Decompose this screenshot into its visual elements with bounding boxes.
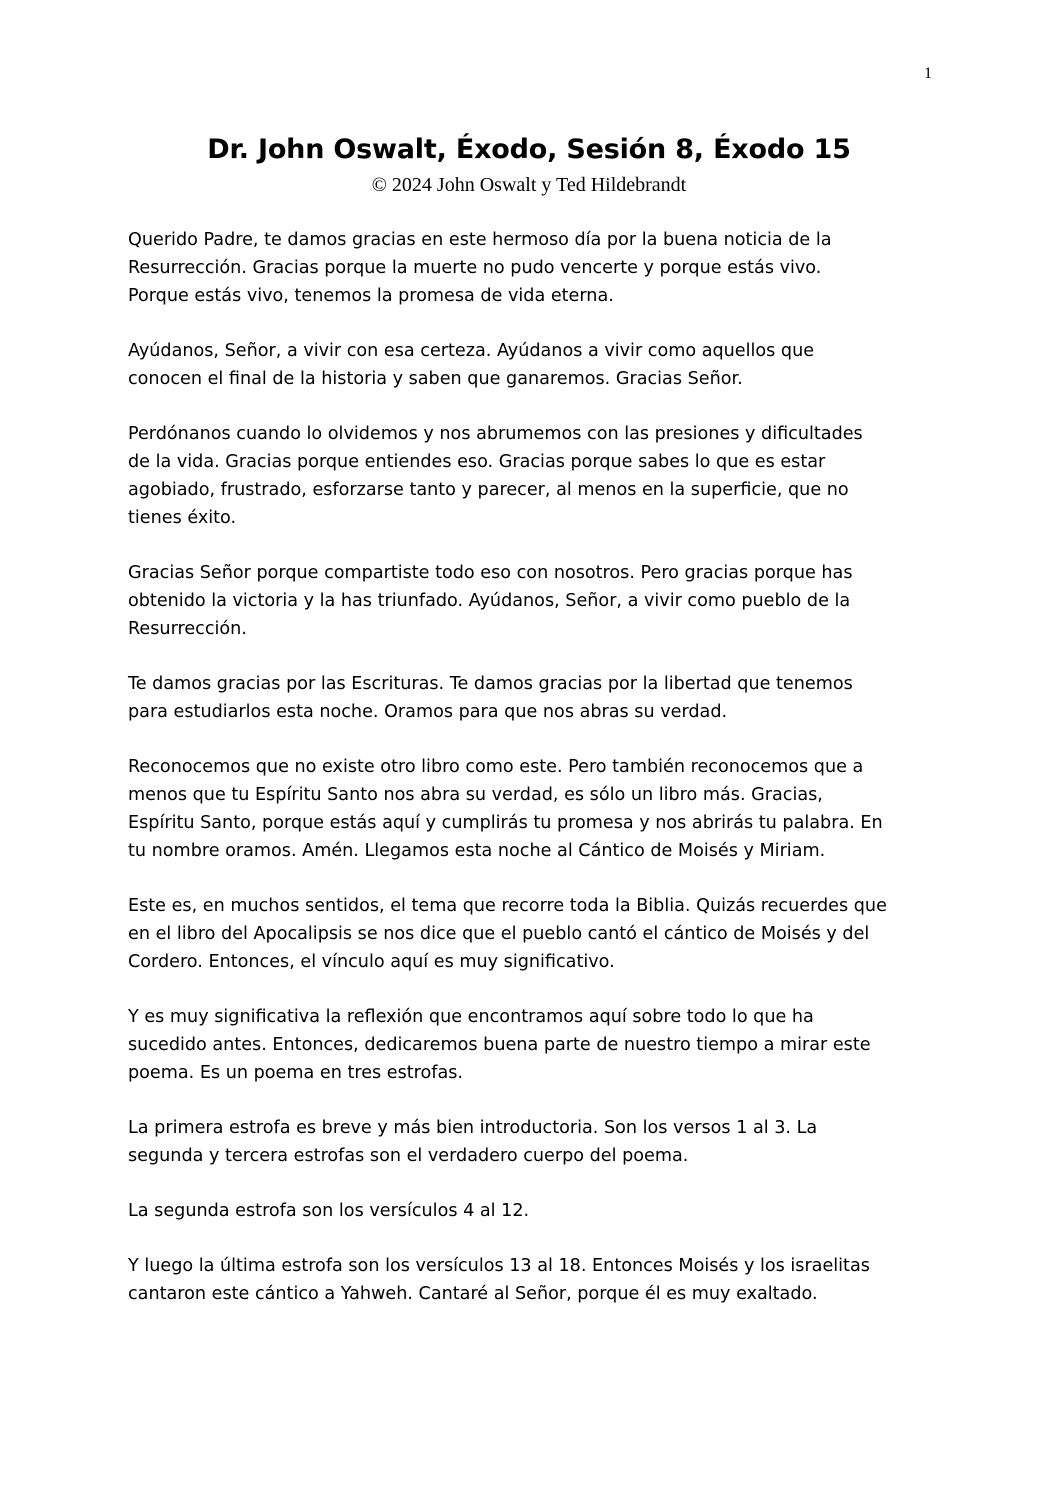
text-line: conocen el final de la historia y saben que ganaremos. Gracias Señor.	[128, 369, 743, 389]
text-line: Espíritu Santo, porque estás aquí y cumplirás tu promesa y nos abrirás tu palabra. En	[128, 813, 883, 833]
text-line: obtenido la victoria y la has triunfado. Ayúdanos, Señor, a vivir como pueblo de la	[128, 591, 851, 611]
text-line: Reconocemos que no existe otro libro como este. Pero también reconocemos que a	[128, 757, 864, 777]
text-line: Porque estás vivo, tenemos la promesa de vida eterna.	[128, 286, 614, 306]
text-line: La segunda estrofa son los versículos 4 al 12.	[128, 1201, 530, 1221]
text-line: para estudiarlos esta noche. Oramos para que nos abras su verdad.	[128, 702, 728, 722]
document-body	[128, 226, 938, 1335]
text-line: Y luego la última estrofa son los versículos 13 al 18. Entonces Moisés y los israelitas	[128, 1256, 870, 1276]
text-line: Querido Padre, te damos gracias en este hermoso día por la buena noticia de la	[128, 230, 832, 250]
paragraph	[128, 670, 938, 726]
paragraph	[128, 559, 938, 643]
paragraph	[128, 1252, 938, 1308]
paragraph	[128, 1197, 938, 1225]
text-line: agobiado, frustrado, esforzarse tanto y parecer, al menos en la superficie, que no	[128, 480, 849, 500]
text-line: en el libro del Apocalipsis se nos dice que el pueblo cantó el cántico de Moisés y del	[128, 924, 870, 944]
text-line: tienes éxito.	[128, 508, 237, 528]
copyright-line: © 2024 John Oswalt y Ted Hildebrandt	[371, 174, 687, 196]
paragraph	[128, 1114, 938, 1170]
text-line: menos que tu Espíritu Santo nos abra su verdad, es sólo un libro más. Gracias,	[128, 785, 823, 805]
text-line: Gracias Señor porque compartiste todo eso con nosotros. Pero gracias porque has	[128, 563, 853, 583]
page-number: 1	[924, 65, 932, 82]
text-line: Te damos gracias por las Escrituras. Te damos gracias por la libertad que tenemos	[128, 674, 853, 694]
paragraph	[128, 420, 938, 532]
text-line: cantaron este cántico a Yahweh. Cantaré al Señor, porque él es muy exaltado.	[128, 1284, 818, 1304]
text-line: poema. Es un poema en tres estrofas.	[128, 1063, 464, 1083]
text-line: La primera estrofa es breve y más bien introductoria. Son los versos 1 al 3. La	[128, 1118, 818, 1138]
text-line: Resurrección.	[128, 619, 247, 639]
paragraph	[128, 892, 938, 976]
paragraph	[128, 226, 938, 310]
text-line: Cordero. Entonces, el vínculo aquí es muy significativo.	[128, 952, 615, 972]
paragraph	[128, 337, 938, 393]
text-line: sucedido antes. Entonces, dedicaremos buena parte de nuestro tiempo a mirar este	[128, 1035, 871, 1055]
paragraph	[128, 753, 938, 865]
paragraph	[128, 1003, 938, 1087]
text-line: de la vida. Gracias porque entiendes eso. Gracias porque sabes lo que es estar	[128, 452, 826, 472]
text-line: Resurrección. Gracias porque la muerte no pudo vencerte y porque estás vivo.	[128, 258, 822, 278]
text-line: Perdónanos cuando lo olvidemos y nos abrumemos con las presiones y dificultades	[128, 424, 863, 444]
document-title: Dr. John Oswalt, Éxodo, Sesión 8, Éxodo 15	[207, 134, 851, 165]
text-line: Ayúdanos, Señor, a vivir con esa certeza. Ayúdanos a vivir como aquellos que	[128, 341, 815, 361]
text-line: Este es, en muchos sentidos, el tema que recorre toda la Biblia. Quizás recuerdes que	[128, 896, 887, 916]
text-line: segunda y tercera estrofas son el verdadero cuerpo del poema.	[128, 1146, 689, 1166]
text-line: Y es muy significativa la reflexión que encontramos aquí sobre todo lo que ha	[128, 1007, 814, 1027]
text-line: tu nombre oramos. Amén. Llegamos esta noche al Cántico de Moisés y Miriam.	[128, 841, 826, 861]
